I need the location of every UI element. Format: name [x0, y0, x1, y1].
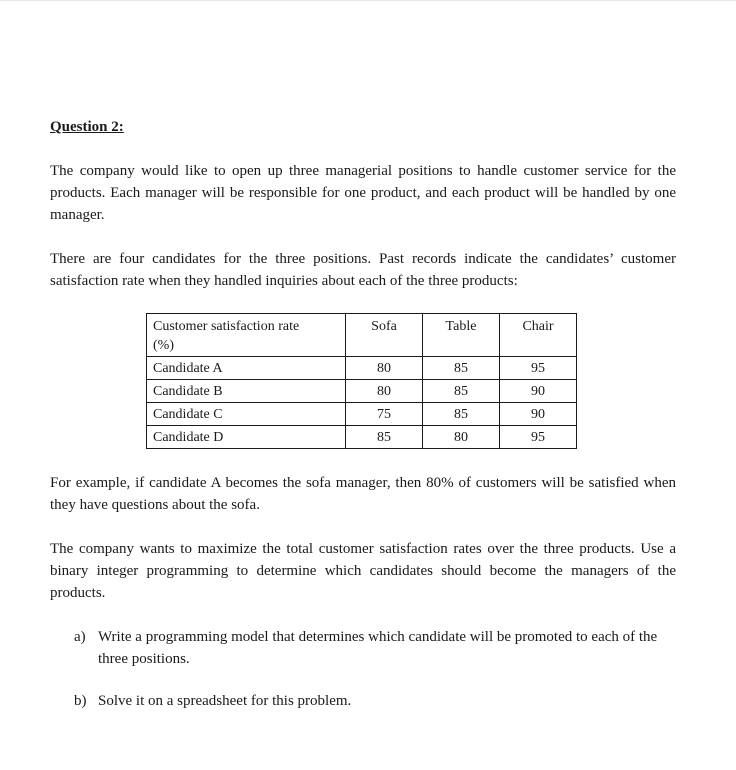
- chair-value: 95: [500, 426, 577, 449]
- task-a-label: a): [74, 629, 86, 645]
- task-b-text: Solve it on a spreadsheet for this problem.: [98, 693, 352, 709]
- table-row: [147, 380, 577, 403]
- chair-value: 90: [500, 380, 577, 403]
- satisfaction-table: [146, 313, 577, 449]
- question-heading: Question 2:: [50, 119, 124, 135]
- table-value: 85: [423, 403, 500, 426]
- sofa-value: 80: [346, 357, 423, 380]
- table-value: 85: [423, 357, 500, 380]
- chair-value: 90: [500, 403, 577, 426]
- sofa-value: 75: [346, 403, 423, 426]
- header-label-line1: Customer satisfaction rate: [153, 319, 300, 334]
- header-label-line2: (%): [153, 338, 174, 353]
- table-value: 85: [423, 380, 500, 403]
- table-row: [147, 357, 577, 380]
- chair-value: 95: [500, 357, 577, 380]
- sofa-value: 80: [346, 380, 423, 403]
- example-paragraph: For example, if candidate A becomes the sofa manager, then 80% of customers will be satisfied when they have questions about the sofa.: [50, 475, 676, 513]
- task-b-label: b): [74, 693, 87, 709]
- candidate-name: Candidate B: [147, 380, 346, 403]
- objective-paragraph: The company wants to maximize the total customer satisfaction rates over the three products. Use a binary integer programming to determine which candidates should become the managers of the products.: [50, 541, 676, 601]
- page-top-divider: [0, 0, 736, 1]
- candidate-name: Candidate C: [147, 403, 346, 426]
- header-sofa: Sofa: [346, 314, 423, 357]
- candidate-name: Candidate A: [147, 357, 346, 380]
- table-row: [147, 426, 577, 449]
- header-label-cell: [147, 314, 346, 357]
- header-table: Table: [423, 314, 500, 357]
- table-header-row: [147, 314, 577, 357]
- candidate-name: Candidate D: [147, 426, 346, 449]
- table-row: [147, 403, 577, 426]
- task-a-text: Write a programming model that determines which candidate will be promoted to each of the three positions.: [98, 629, 658, 667]
- intro-paragraph: The company would like to open up three managerial positions to handle customer service for the products. Each manager will be responsible for one product, and each product will be handled by one manager.: [50, 163, 676, 223]
- table-value: 80: [423, 426, 500, 449]
- sofa-value: 85: [346, 426, 423, 449]
- header-chair: Chair: [500, 314, 577, 357]
- candidates-paragraph: There are four candidates for the three positions. Past records indicate the candidates’ customer satisfaction rate when they handled inquiries about each of the three products:: [50, 251, 676, 289]
